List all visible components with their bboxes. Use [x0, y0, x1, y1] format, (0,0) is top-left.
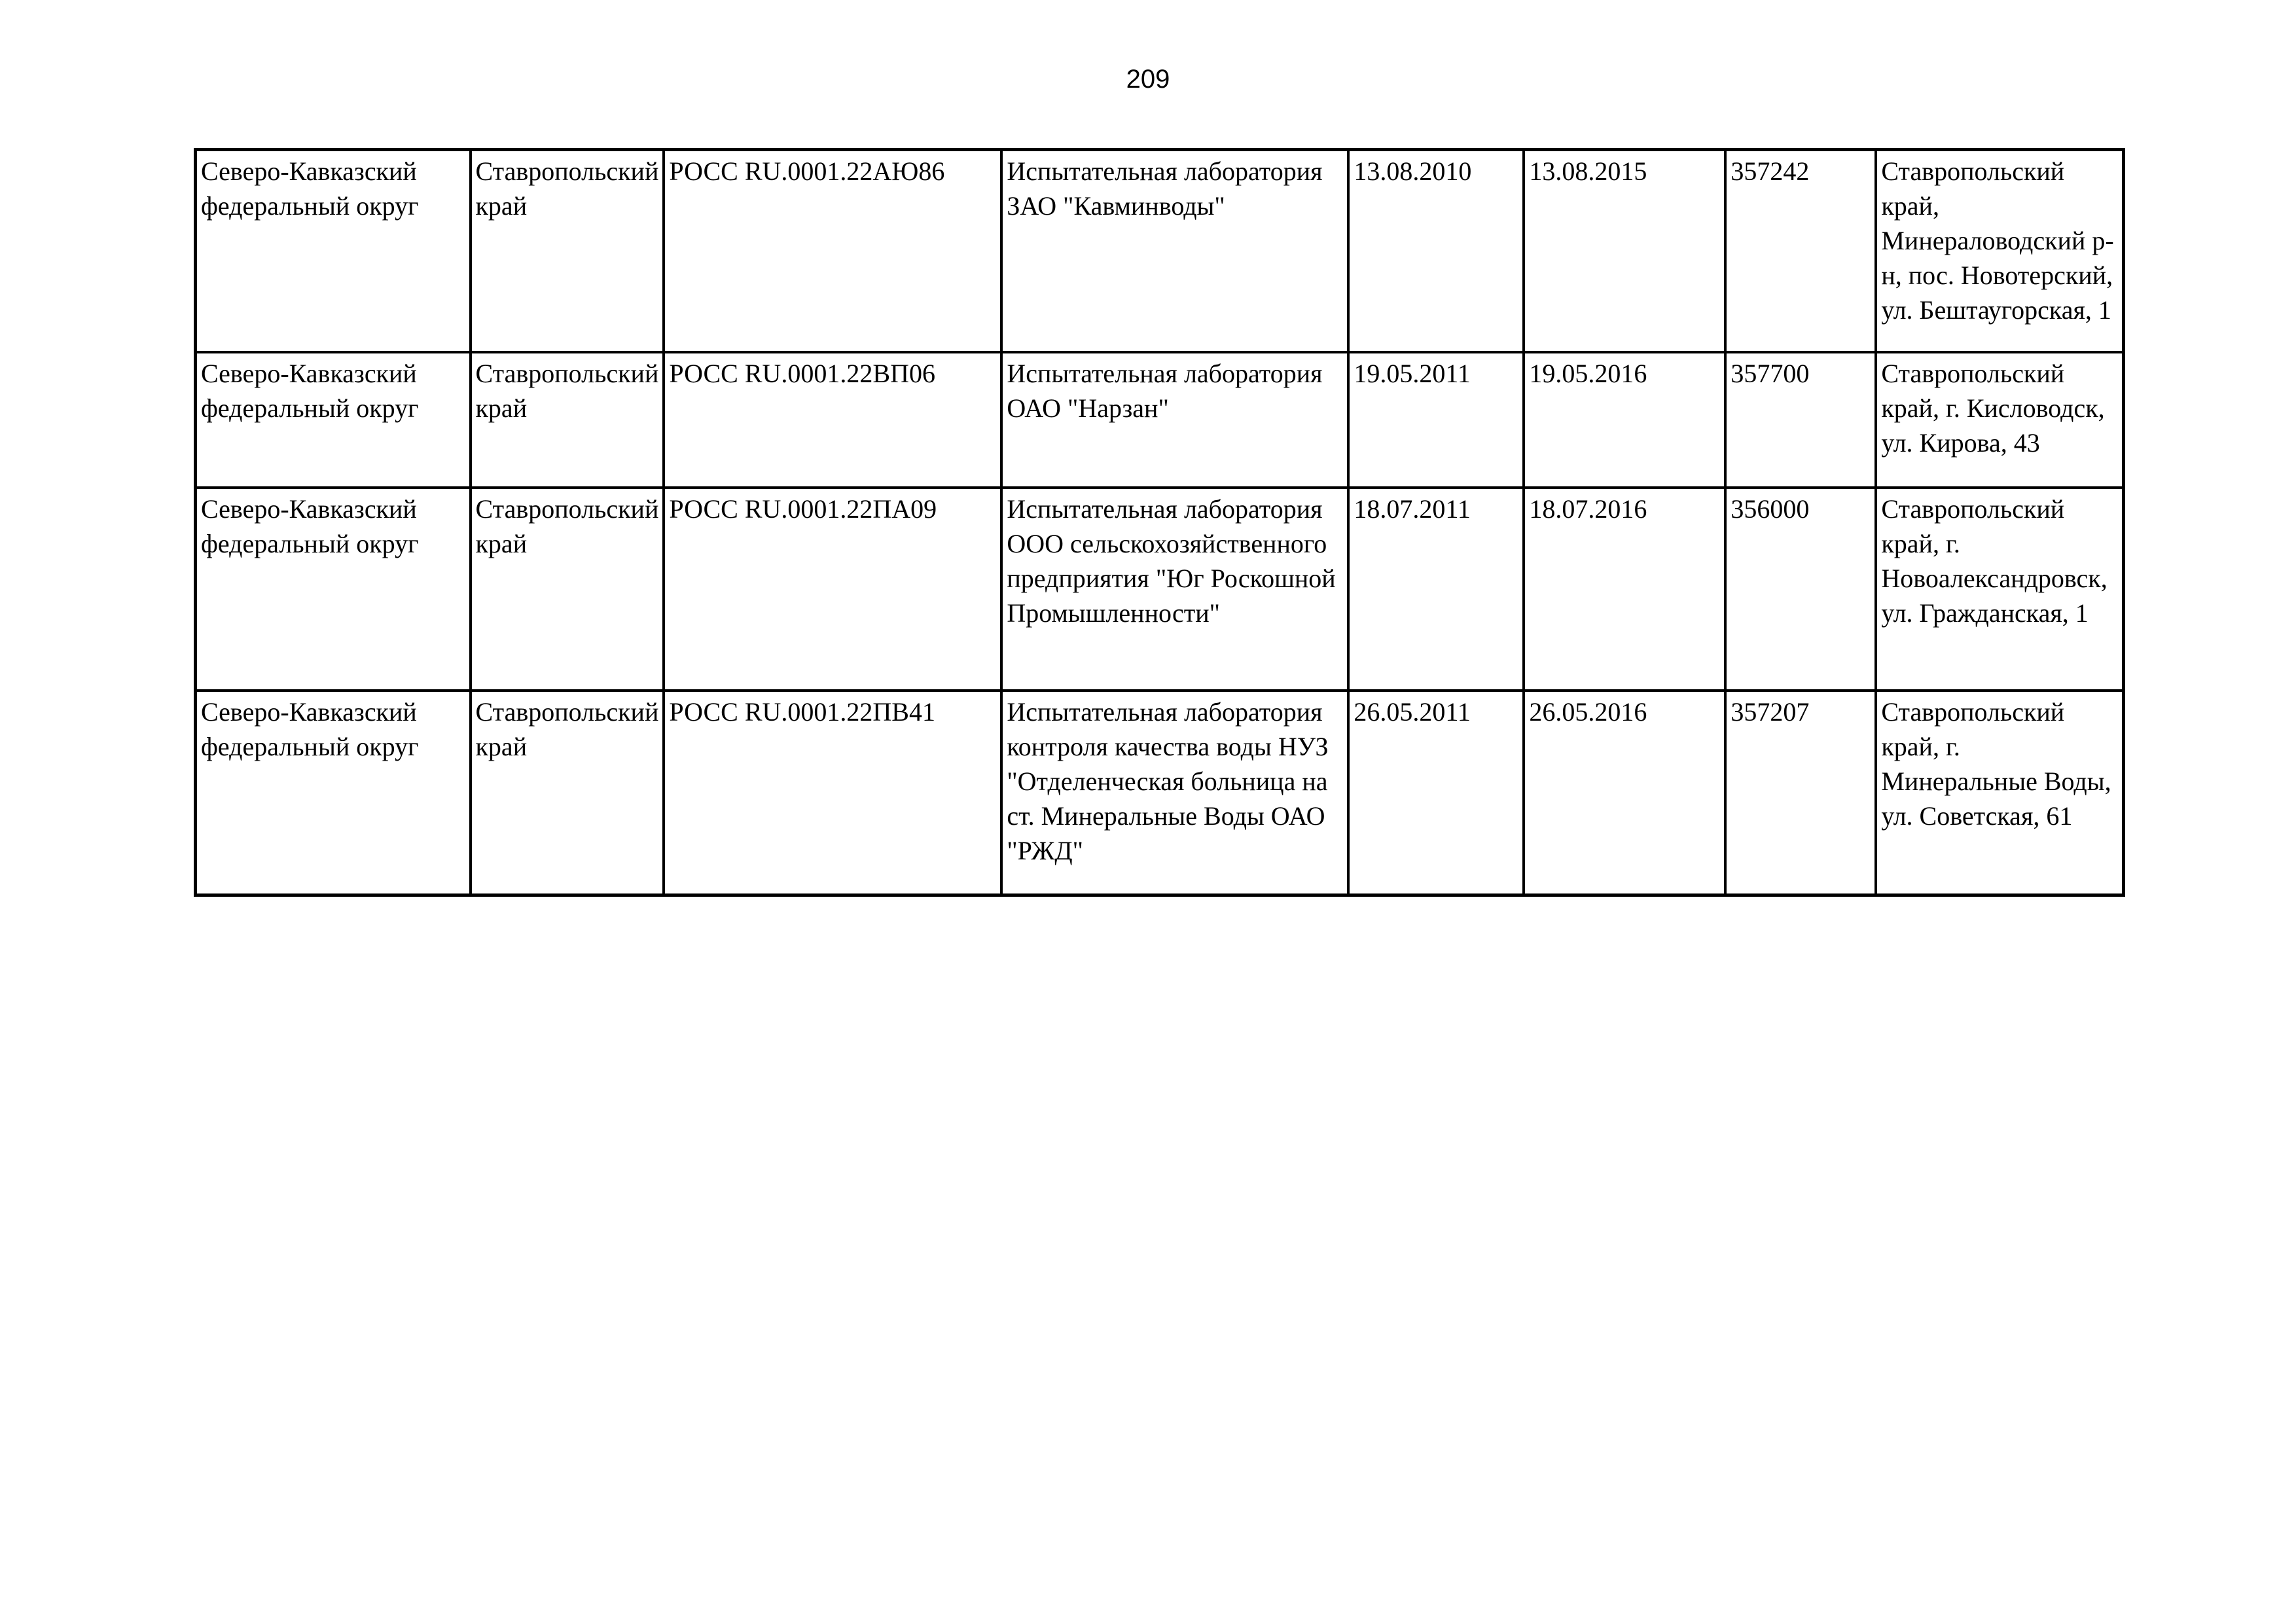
certificate-cell: РОСС RU.0001.22ВП06 — [664, 352, 1001, 488]
certificate-cell: РОСС RU.0001.22ПА09 — [664, 488, 1001, 691]
address-cell: Ставропольский край, г. Новоалександровск, ул. Гражданская, 1 — [1876, 488, 2123, 691]
laboratory-cell: Испытательная лаборатория контроля качества воды НУЗ "Отделенческая больница на ст. Минеральные Воды ОАО "РЖД" — [1001, 691, 1348, 895]
address-cell: Ставропольский край, г. Кисловодск, ул. Кирова, 43 — [1876, 352, 2123, 488]
date-to-cell: 26.05.2016 — [1524, 691, 1725, 895]
postal-index-cell: 356000 — [1725, 488, 1876, 691]
district-cell: Северо-Кавказский федеральный округ — [196, 488, 471, 691]
laboratory-cell: Испытательная лаборатория ООО сельскохозяйственного предприятия "Юг Роскошной Промышленности" — [1001, 488, 1348, 691]
region-cell: Ставропольский край — [471, 352, 664, 488]
district-cell: Северо-Кавказский федеральный округ — [196, 150, 471, 353]
date-to-cell: 19.05.2016 — [1524, 352, 1725, 488]
table-row — [196, 691, 2124, 895]
region-cell: Ставропольский край — [471, 150, 664, 353]
district-cell: Северо-Кавказский федеральный округ — [196, 691, 471, 895]
date-from-cell: 26.05.2011 — [1348, 691, 1524, 895]
address-cell: Ставропольский край, Минераловодский р-н, пос. Новотерский, ул. Бештаугорская, 1 — [1876, 150, 2123, 353]
postal-index-cell: 357207 — [1725, 691, 1876, 895]
page-number: 209 — [1126, 65, 1170, 94]
date-to-cell: 18.07.2016 — [1524, 488, 1725, 691]
table-row — [196, 488, 2124, 691]
date-from-cell: 19.05.2011 — [1348, 352, 1524, 488]
laboratory-cell: Испытательная лаборатория ОАО "Нарзан" — [1001, 352, 1348, 488]
address-cell: Ставропольский край, г. Минеральные Воды, ул. Советская, 61 — [1876, 691, 2123, 895]
region-cell: Ставропольский край — [471, 488, 664, 691]
postal-index-cell: 357242 — [1725, 150, 1876, 353]
postal-index-cell: 357700 — [1725, 352, 1876, 488]
table-row — [196, 150, 2124, 353]
region-cell: Ставропольский край — [471, 691, 664, 895]
table-row — [196, 352, 2124, 488]
certificate-cell: РОСС RU.0001.22АЮ86 — [664, 150, 1001, 353]
district-cell: Северо-Кавказский федеральный округ — [196, 352, 471, 488]
laboratory-cell: Испытательная лаборатория ЗАО "Кавминводы" — [1001, 150, 1348, 353]
date-from-cell: 18.07.2011 — [1348, 488, 1524, 691]
date-to-cell: 13.08.2015 — [1524, 150, 1725, 353]
laboratory-register-table — [194, 148, 2125, 897]
date-from-cell: 13.08.2010 — [1348, 150, 1524, 353]
certificate-cell: РОСС RU.0001.22ПВ41 — [664, 691, 1001, 895]
